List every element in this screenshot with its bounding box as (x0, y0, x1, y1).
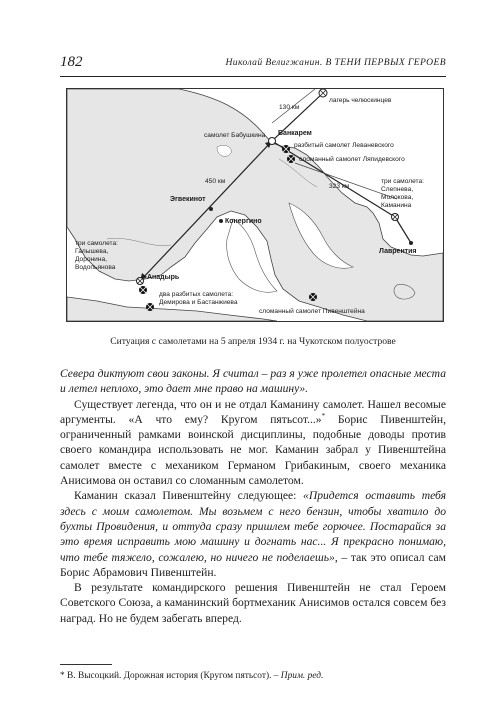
label-lyapidevsky: сломанный самолет Ляпидевского (299, 156, 405, 163)
paragraph-3 (60, 488, 446, 580)
paragraph-4: В результате командирского решения Пивенштейн не стал Героем Советского Союза, а каманинский бортмеханик Анисимов остался совсем без наград. Но не будем забегать вперед. (60, 581, 446, 625)
footnote-rule (60, 664, 112, 665)
label-three-left-4: Водопьянова (75, 264, 116, 271)
p3-text-2: , – так это описал сам Борис Абрамович Пивенштейн. (60, 550, 446, 579)
figure-caption: Ситуация с самолетами на 5 апреля 1934 г. на Чукотском полуострове (110, 336, 396, 347)
label-lavrentiya: Лаврентия (379, 248, 417, 255)
label-vankarem: Ванкарем (278, 130, 312, 137)
label-three-right-2: Слепнева, (381, 186, 414, 193)
paragraph-1 (60, 366, 446, 397)
label-three-right-1: три самолета: (381, 178, 424, 185)
label-three-right-4: Каманина (381, 202, 412, 209)
label-dist-130: 130 км (279, 104, 300, 111)
running-head: Николай Велигжанин. В ТЕНИ ПЕРВЫХ ГЕРОЕВ (225, 57, 446, 68)
label-pivenstein: сломанный самолет Пивенштейна (259, 308, 365, 315)
footnote (60, 671, 446, 681)
label-egvekinot: Эгвекинот (170, 196, 206, 203)
p2-text-2: Борис Пивенштейн, ограниченный рамками воинской дисциплины, подобные доводы против своего командира использовать не мог. Каманин забрал у Пивенштейна самолет вместе с механиком Германом Грибакиным, своего механика Анисимова он оставил со сломанным самолетом. (60, 412, 446, 488)
label-three-left-1: три самолета: (75, 240, 118, 247)
footnote-ref: * (321, 411, 326, 420)
paragraph-2 (60, 397, 446, 489)
p3-text-1: Каманин сказал Пивенштейну следующее: (74, 489, 304, 503)
label-levanevsky: разбитый самолет Леваневского (294, 142, 394, 149)
label-two-broken-1: два разбитых самолета: (159, 291, 234, 298)
label-babushkin: самолет Бабушкина (204, 132, 266, 139)
label-two-broken-2: Демирова и Бастанжиева (159, 299, 238, 306)
p2-text-1: Существует легенда, что он и не отдал Каманину самолет. Нашел весомые аргументы. «А что ему? Кругом пятьсот...» (60, 397, 446, 426)
p1-italic: Севера диктуют свои законы. Я считал – раз я уже пролетел опасные места и летел неплохо, это дает мне право на машину». (60, 367, 446, 396)
body-text (60, 366, 446, 626)
egvekinot-marker (209, 207, 213, 211)
footnote-text: * В. Высоцкий. Дорожная история (Кругом пятьсот). – (60, 671, 279, 681)
label-camp: лагерь челюскинцев (329, 97, 392, 104)
lavrentiya-marker (409, 241, 413, 245)
konergino-marker (219, 219, 223, 223)
label-konergino: Конергино (225, 218, 262, 225)
label-three-right-3: Молокова, (381, 194, 414, 201)
route-lavrentiya-slepnev (395, 217, 411, 243)
label-dist-450: 450 км (205, 178, 226, 185)
page-header (60, 52, 446, 74)
p3-quote: «Придется оставить тебя здесь с моим самолетом. Мы возьмем с него бензин, чтобы хватило до бухты Провидения, и оттуда сразу пришлем тебе горючее. Постарайся за это время исправить мою машину и догнать нас... Я прекрасно понимаю, что тебе тяжело, сожалею, но ничего не поделаешь» (60, 489, 446, 564)
label-three-left-2: Галышева, (75, 248, 109, 255)
page-number: 182 (60, 54, 83, 70)
vankarem-marker (269, 138, 276, 145)
label-three-left-3: Доронина, (75, 256, 108, 263)
label-anadyr: Анадырь (147, 274, 180, 281)
chukotka-map (66, 88, 444, 322)
label-dist-323: 323 км (329, 183, 350, 190)
footnote-note: Прим. ред. (280, 671, 324, 681)
header-rule (60, 76, 446, 77)
